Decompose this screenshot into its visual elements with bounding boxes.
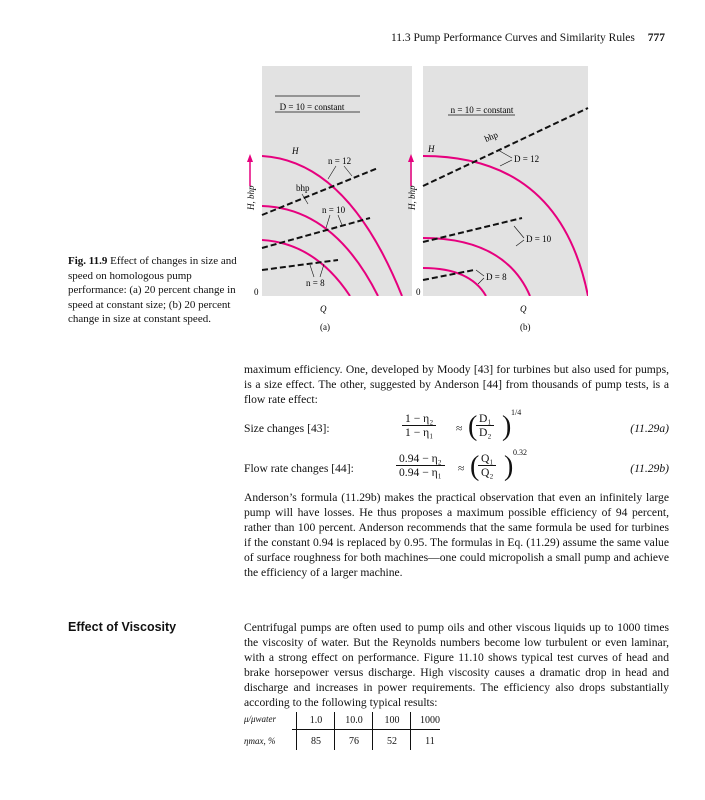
table-row2-label: ηmax, %	[244, 736, 276, 746]
table-cell: 85	[311, 736, 321, 747]
panel-b-sublabel: (b)	[520, 322, 531, 332]
table-cell: 1.0	[309, 715, 323, 726]
panel-a-sublabel: (a)	[320, 322, 330, 332]
panel-a-y-arrowhead	[247, 154, 253, 162]
table-row1-label: μ/μwater	[244, 714, 277, 724]
panel-a-background	[262, 66, 412, 296]
eq-b-rhs-fraction	[478, 452, 496, 479]
eq-a-number: (11.29a)	[630, 422, 669, 435]
eq-a-rparen: )	[502, 411, 512, 442]
panel-a-label-n8: n = 8	[306, 278, 325, 288]
eq-a-exponent: 1/4	[511, 408, 522, 417]
eq-b-label: Flow rate changes [44]:	[244, 462, 354, 475]
panel-b-title: n = 10 = constant	[450, 105, 514, 115]
eq-b-exponent: 0.32	[513, 448, 527, 457]
eq-a-lparen: (	[468, 411, 478, 442]
table-cell: 10.0	[345, 715, 363, 726]
paragraph-3: Centrifugal pumps are often used to pump oils and other viscous liquids up to 1000 times the viscosity of water. But the Reynolds numbers become low turbulent or even laminar, with a strong effect on performance. Figure 11.10 shows typical test curves of head and brake horsepower versus discharge. High viscosity causes a dramatic drop in head and discharge and increases in power requirements. The efficiency also drops substantially according to the following typical results:	[244, 621, 669, 709]
table-cell: 100	[384, 715, 400, 726]
panel-a-label-n10: n = 10	[322, 205, 346, 215]
equation-11-29b	[244, 450, 669, 490]
eq-a-approx: ≈	[456, 422, 463, 435]
panel-b-label-d8: D = 8	[486, 272, 507, 282]
equation-11-29a	[244, 410, 669, 450]
table-cell: 11	[425, 736, 435, 747]
viscosity-table	[244, 712, 444, 756]
panel-a-bhp-label: bhp	[296, 183, 310, 193]
table-cell: 1000	[420, 715, 440, 726]
panel-b-bhp-label: bhp	[483, 129, 500, 144]
eq-b-approx: ≈	[458, 462, 465, 475]
paragraph-1: maximum efficiency. One, developed by Moody [43] for turbines but also used for pumps, is a size effect. The other, suggested by Anderson [44] from thousands of pump tests, is a flow rate effect:	[244, 363, 669, 406]
eq-a-lhs-den: 1 − η₁	[405, 426, 434, 439]
eq-b-rhs-num: Q₁	[478, 452, 496, 466]
eq-a-rhs-fraction	[476, 412, 494, 439]
panel-a-y-label: H, bhp	[246, 185, 256, 210]
eq-b-rparen: )	[504, 451, 514, 482]
caption-label: Fig. 11.9	[68, 255, 108, 267]
paragraph-2: Anderson’s formula (11.29b) makes the practical observation that even an infinitely large pump will have losses. He thus proposes a maximum possible efficiency of 94 percent, rather than 100 percent. Anderson recommends that the same formula be used for turbines if the constant 0.94 is replaced by 0.95. The formulas in Eq. (11.29) assume the same value of surface roughness for both machines—one could micropolish a small pump and achieve the efficiency of a larger machine.	[244, 491, 669, 579]
panel-b-label-d12: D = 12	[514, 154, 540, 164]
panel-b-x-label: Q	[520, 304, 527, 314]
eq-a-rhs-den: D₂	[479, 426, 492, 439]
eq-b-lhs-fraction	[396, 452, 445, 479]
eq-a-lhs-num: 1 − η₂	[402, 412, 436, 426]
panel-a-title: D = 10 = constant	[279, 102, 345, 112]
panel-a-label-n12: n = 12	[328, 156, 352, 166]
eq-b-rhs-den: Q₂	[481, 466, 494, 479]
eq-b-number: (11.29b)	[630, 462, 669, 475]
table-hrule	[292, 729, 440, 730]
eq-b-lparen: (	[470, 451, 480, 482]
figure-caption	[68, 254, 238, 327]
panel-b-origin: 0	[416, 287, 421, 297]
panel-a-h-label: H	[292, 146, 299, 156]
eq-b-lhs-den: 0.94 − η₁	[399, 466, 442, 479]
eq-a-lhs-fraction	[402, 412, 436, 439]
panel-a-x-label: Q	[320, 304, 327, 314]
figure-11-9	[230, 58, 650, 343]
eq-b-lhs-num: 0.94 − η₂	[396, 452, 445, 466]
table-cell: 76	[349, 736, 359, 747]
caption-text: Effect of changes in size and speed on homologous pump performance: (a) 20 percent change in speed at constant size; (b) 20 percent change in size at constant speed.	[68, 255, 237, 325]
eq-a-rhs-num: D₁	[476, 412, 494, 426]
running-header	[391, 32, 665, 44]
section-heading: Effect of Viscosity	[68, 620, 177, 634]
section-title: 11.3 Pump Performance Curves and Similarity Rules	[390, 32, 635, 44]
eq-a-label: Size changes [43]:	[244, 422, 330, 435]
panel-a-origin: 0	[254, 287, 259, 297]
panel-b-h-label: H	[428, 144, 435, 154]
table-cell: 52	[387, 736, 397, 747]
panel-b-label-d10: D = 10	[526, 234, 552, 244]
panel-b-y-label: H, bhp	[407, 185, 417, 210]
page-number: 777	[647, 32, 665, 44]
